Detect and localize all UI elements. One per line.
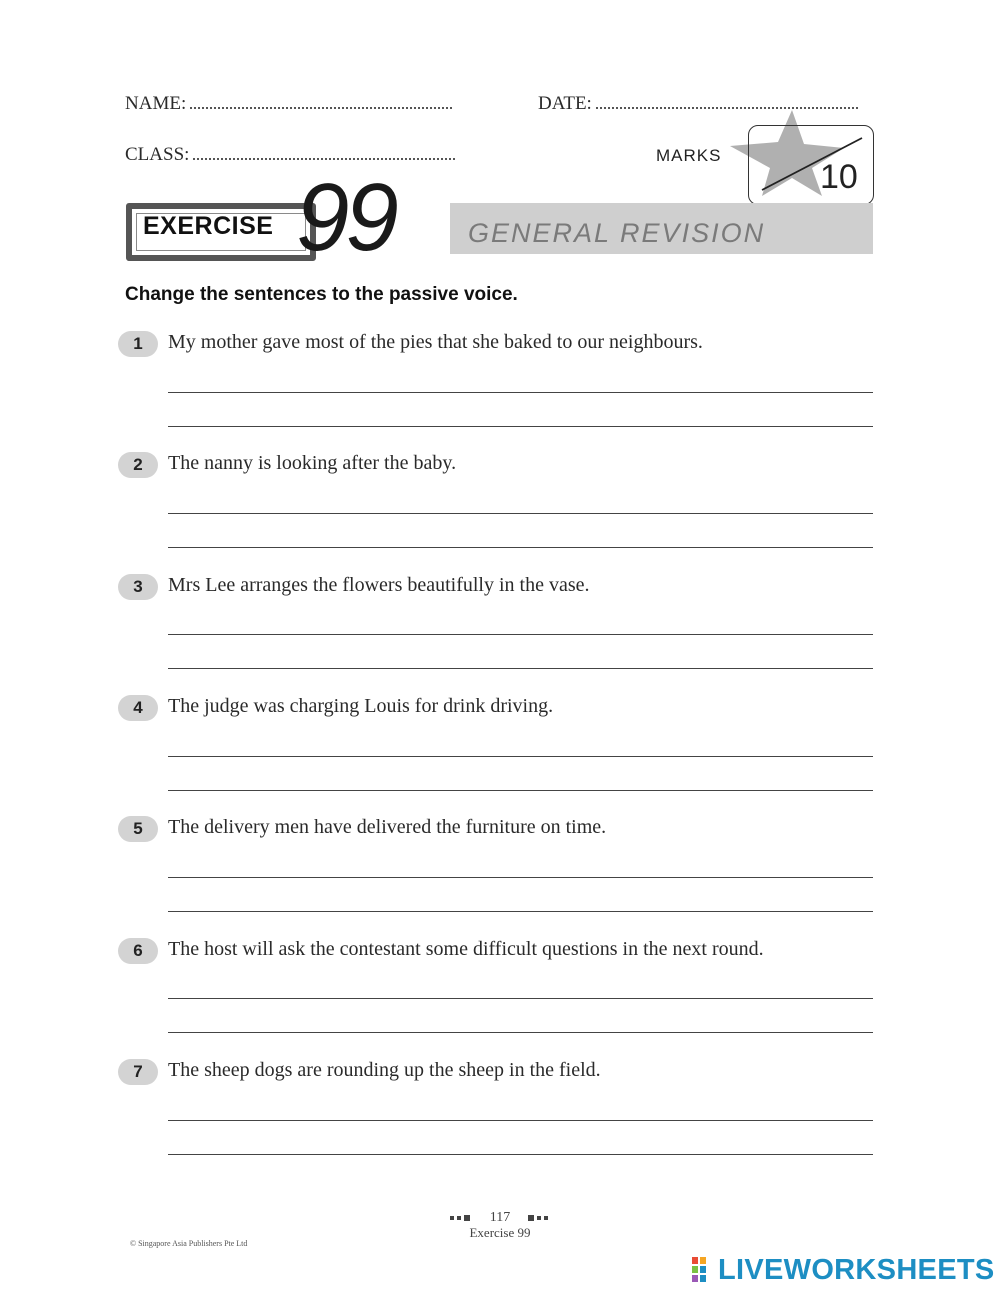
answer-line[interactable]	[168, 1120, 873, 1121]
question-text: The host will ask the contestant some difficult questions in the next round.	[168, 938, 764, 960]
footer-exercise-label: Exercise 99	[469, 1225, 531, 1240]
class-input-dots[interactable]	[193, 157, 455, 160]
answer-line[interactable]	[168, 547, 873, 548]
question-text: My mother gave most of the pies that she baked to our neighbours.	[168, 331, 703, 353]
question-text: The sheep dogs are rounding up the sheep in the field.	[168, 1059, 601, 1081]
name-input-dots[interactable]	[190, 106, 452, 109]
class-label: CLASS:	[125, 144, 190, 165]
question-text: Mrs Lee arranges the flowers beautifully in the vase.	[168, 574, 590, 596]
question-number-badge: 2	[118, 452, 158, 478]
page-number: 117	[489, 1210, 511, 1225]
answer-line[interactable]	[168, 634, 873, 635]
answer-line[interactable]	[168, 1154, 873, 1155]
answer-line[interactable]	[168, 998, 873, 999]
liveworksheets-brand[interactable]: LIVEWORKSHEETS	[718, 1254, 995, 1286]
question-text: The judge was charging Louis for drink driving.	[168, 695, 554, 717]
answer-line[interactable]	[168, 426, 873, 427]
copyright: © Singapore Asia Publishers Pte Ltd	[130, 1239, 248, 1248]
question-text: The nanny is looking after the baby.	[168, 452, 457, 474]
question-text: The delivery men have delivered the furniture on time.	[168, 816, 607, 838]
exercise-number: 99	[296, 164, 395, 271]
marks-label: MARKS	[656, 146, 722, 165]
instruction: Change the sentences to the passive voice.	[125, 284, 518, 305]
question-number-badge: 5	[118, 816, 158, 842]
name-label: NAME:	[125, 93, 187, 114]
answer-line[interactable]	[168, 756, 873, 757]
name-field[interactable]	[125, 93, 452, 115]
question-number-badge: 3	[118, 574, 158, 600]
answer-line[interactable]	[168, 790, 873, 791]
date-label: DATE:	[538, 93, 592, 114]
answer-line[interactable]	[168, 877, 873, 878]
marks-total: 10	[820, 158, 858, 196]
answer-line[interactable]	[168, 1032, 873, 1033]
question-number-badge: 7	[118, 1059, 158, 1085]
class-field[interactable]	[125, 144, 455, 166]
answer-line[interactable]	[168, 668, 873, 669]
answer-line[interactable]	[168, 911, 873, 912]
question-number-badge: 6	[118, 938, 158, 964]
answer-line[interactable]	[168, 392, 873, 393]
answer-line[interactable]	[168, 513, 873, 514]
exercise-title: GENERAL REVISION	[468, 218, 766, 248]
question-number-badge: 1	[118, 331, 158, 357]
question-number-badge: 4	[118, 695, 158, 721]
liveworksheets-logo-icon	[692, 1257, 714, 1283]
exercise-word: EXERCISE	[143, 212, 274, 240]
